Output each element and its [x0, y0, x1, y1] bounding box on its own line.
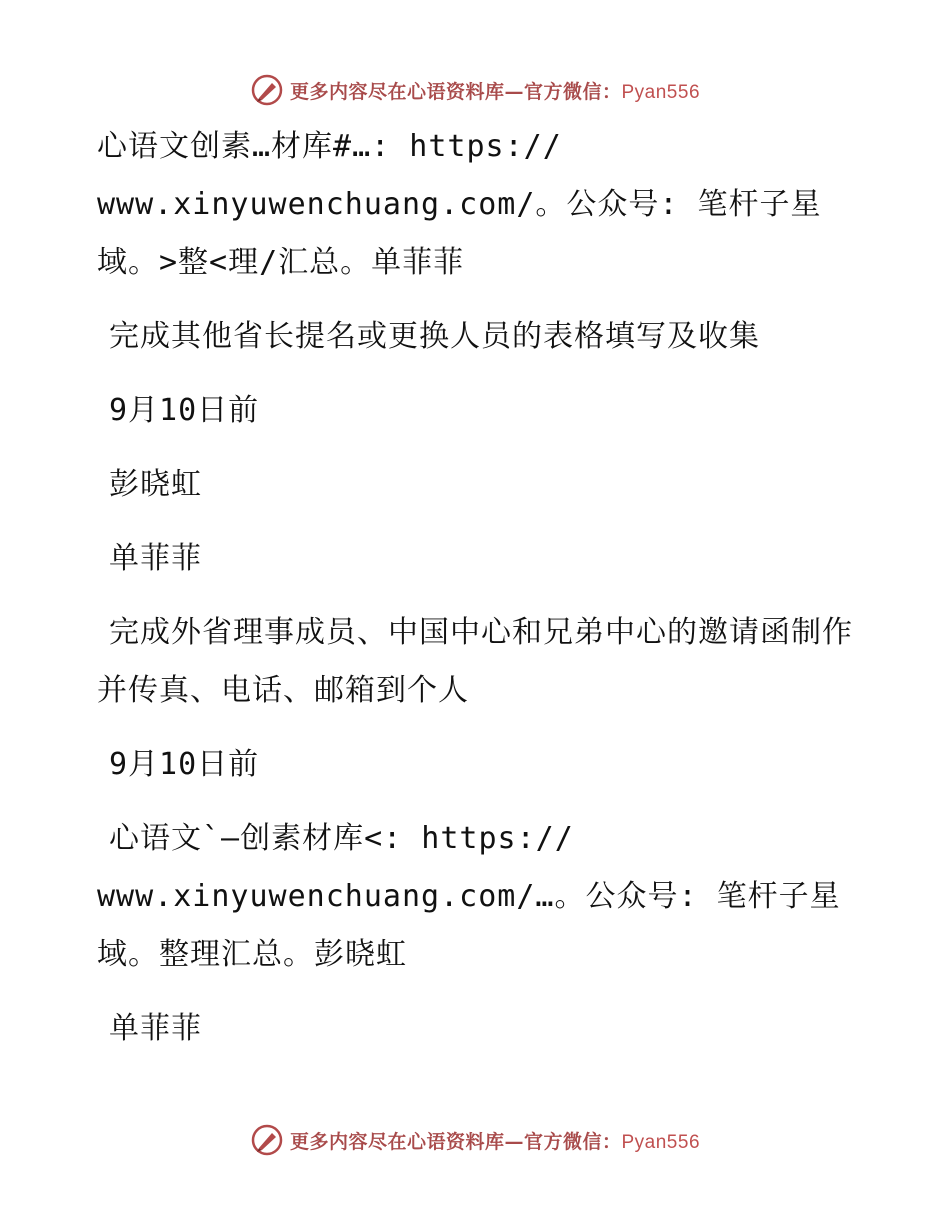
- paragraph-7: 9月10日前: [109, 747, 260, 782]
- footer-banner-id: Pyan556: [621, 1131, 701, 1153]
- paragraph-5: 单菲菲: [109, 541, 202, 576]
- paragraph-4: 彭晓虹: [109, 467, 202, 502]
- header-banner-text: [290, 77, 700, 104]
- header-banner-sep: —: [504, 80, 524, 103]
- paragraph-1: 心语文创素…材库#…: https:// www.xinyuwenchuang.com/。公众号: 笔杆子星域。>整<理/汇总。单菲菲: [97, 129, 822, 280]
- pen-nib-logo-icon: [250, 73, 284, 107]
- paragraph-6: 完成外省理事成员、中国中心和兄弟中心的邀请函制作并传真、电话、邮箱到个人: [97, 615, 853, 708]
- footer-banner-main: 更多内容尽在心语资料库: [289, 1130, 505, 1153]
- paragraph-8: 心语文`—创素材库<: https:// www.xinyuwenchuang.com/…。公众号: 笔杆子星域。整理汇总。彭晓虹: [97, 821, 841, 972]
- pen-nib-logo-icon: [250, 1123, 284, 1157]
- paragraph-2: 完成其他省长提名或更换人员的表格填写及收集: [109, 319, 760, 354]
- paragraph-3: 9月10日前: [109, 393, 260, 428]
- footer-banner: [0, 1120, 950, 1160]
- document-body: [97, 118, 877, 1074]
- footer-banner-text: [290, 1127, 700, 1154]
- paragraph-9: 单菲菲: [109, 1011, 202, 1046]
- header-banner: [0, 70, 950, 110]
- header-banner-wechat: 官方微信：: [523, 80, 622, 103]
- header-banner-id: Pyan556: [621, 81, 701, 103]
- footer-banner-wechat: 官方微信：: [523, 1130, 622, 1153]
- footer-banner-sep: —: [504, 1130, 524, 1153]
- header-banner-main: 更多内容尽在心语资料库: [289, 80, 505, 103]
